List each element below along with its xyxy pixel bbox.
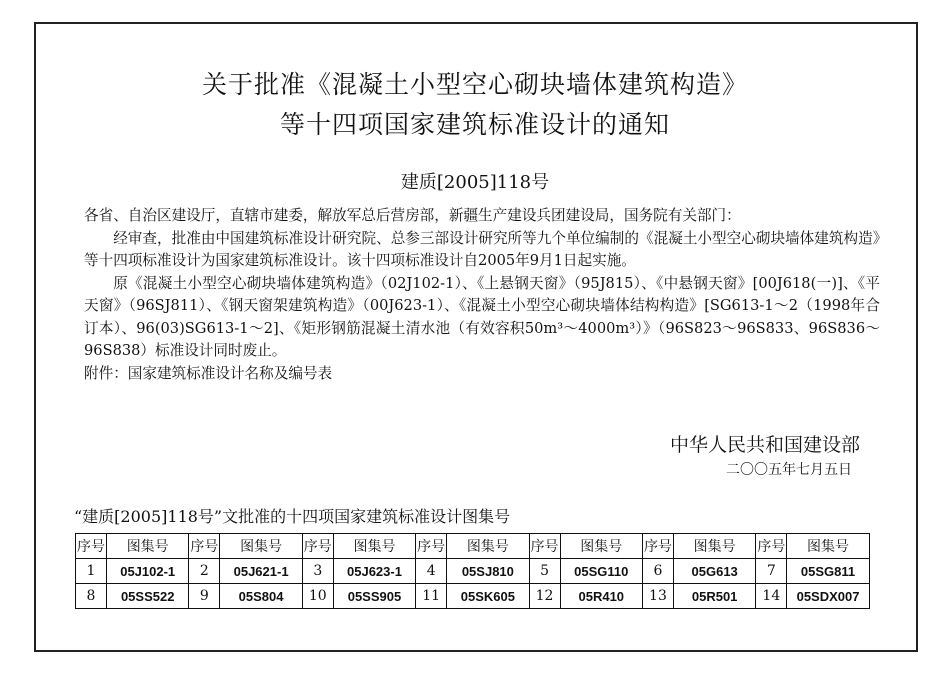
issue-date: 二〇〇五年七月五日 [726, 462, 852, 478]
row-number: 10 [302, 584, 333, 609]
standards-table [75, 533, 870, 609]
atlas-code: 05SJ810 [447, 559, 529, 584]
row-number: 11 [416, 584, 447, 609]
row-number: 7 [756, 559, 787, 584]
atlas-code: 05R501 [673, 584, 755, 609]
signature-block [670, 436, 860, 479]
header-no: 序号 [529, 534, 560, 559]
header-code: 图集号 [333, 534, 415, 559]
row-number: 6 [642, 559, 673, 584]
row-number: 1 [76, 559, 107, 584]
header-no: 序号 [302, 534, 333, 559]
table-row [76, 584, 870, 609]
notice-title-line-1: 关于批准《混凝土小型空心砌块墙体建筑构造》 [201, 70, 748, 99]
header-no: 序号 [189, 534, 220, 559]
row-number: 2 [189, 559, 220, 584]
row-number: 3 [302, 559, 333, 584]
attachment-line: 附件：国家建筑标准设计名称及编号表 [84, 364, 333, 382]
notice-title-line-2: 等十四项国家建筑标准设计的通知 [279, 110, 670, 139]
atlas-code: 05G613 [673, 559, 755, 584]
atlas-code: 05J621-1 [220, 559, 302, 584]
row-number: 4 [416, 559, 447, 584]
table-row [76, 559, 870, 584]
atlas-code: 05SDX007 [787, 584, 869, 609]
row-number: 12 [529, 584, 560, 609]
atlas-code: 05J623-1 [333, 559, 415, 584]
row-number: 5 [529, 559, 560, 584]
row-number: 13 [642, 584, 673, 609]
addressee-paragraph: 各省、自治区建设厅，直辖市建委，解放军总后营房部，新疆生产建设兵团建设局，国务院有关部门： [84, 207, 741, 224]
header-code: 图集号 [787, 534, 869, 559]
atlas-code: 05SG811 [787, 559, 869, 584]
approval-paragraph: 经审查，批准由中国建筑标准设计研究院、总参三部设计研究所等九个单位编制的《混凝土小型空心砌块墙体建筑构造》等十四项标准设计为国家建筑标准设计。该十四项标准设计自2005年9月1日起实施。 [84, 229, 880, 269]
abolition-paragraph: 原《混凝土小型空心砌块墙体建筑构造》（02J102-1）、《上悬钢天窗》（95J815）、《中悬钢天窗》[00J618(一)]、《平天窗》（96SJ811）、《钢天窗架建筑构造》（00J623-1）、《混凝土小型空心砌块墙体结构构造》[SG613-1～2（1998年合订本）、96(03)SG613-1～2]、《矩形钢筋混凝土清水池（有效容积50m³～4000m³）》（96S823～96S833、96S836～96S838）标准设计同时废止。 [84, 274, 880, 359]
atlas-code: 05SS905 [333, 584, 415, 609]
header-code: 图集号 [220, 534, 302, 559]
atlas-code: 05S804 [220, 584, 302, 609]
header-no: 序号 [642, 534, 673, 559]
header-no: 序号 [76, 534, 107, 559]
atlas-code: 05SG110 [560, 559, 642, 584]
row-number: 9 [189, 584, 220, 609]
row-number: 14 [756, 584, 787, 609]
header-code: 图集号 [107, 534, 189, 559]
atlas-code: 05SK605 [447, 584, 529, 609]
issuing-organization: 中华人民共和国建设部 [669, 434, 860, 456]
table-header-row [76, 534, 870, 559]
table-title: “建质[2005]118号”文批准的十四项国家建筑标准设计图集号 [74, 507, 511, 526]
row-number: 8 [76, 584, 107, 609]
notice-body [84, 205, 880, 385]
atlas-code: 05J102-1 [107, 559, 189, 584]
document-number: 建质[2005]118号 [400, 172, 550, 193]
header-no: 序号 [416, 534, 447, 559]
header-code: 图集号 [447, 534, 529, 559]
header-no: 序号 [756, 534, 787, 559]
atlas-code: 05SS522 [107, 584, 189, 609]
header-code: 图集号 [560, 534, 642, 559]
atlas-code: 05R410 [560, 584, 642, 609]
header-code: 图集号 [673, 534, 755, 559]
